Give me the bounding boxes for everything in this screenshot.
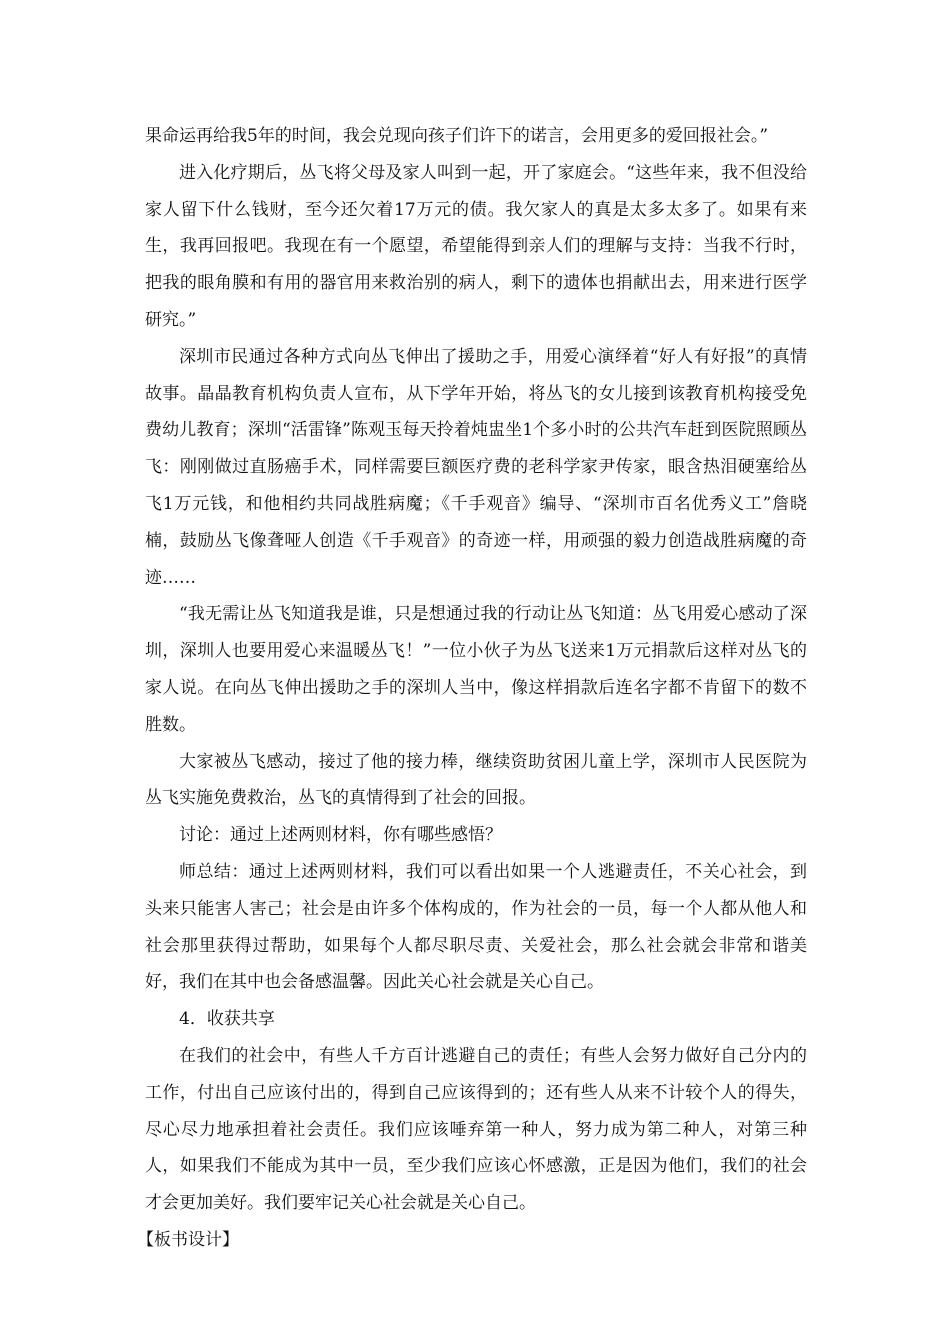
paragraph-discussion: 讨论：通过上述两则材料，你有哪些感悟？: [179, 825, 502, 846]
paragraph-anonymous-donor: “我无需让丛飞知道我是谁，只是想通过我的行动让丛飞知道：丛飞用爱心感动了深圳，深圳人也要用爱心来温暖丛飞！”一位小伙子为丛飞送来1万元捐款后这样对丛飞的家人说。在向丛飞伸出援助之手的深圳人当中，像这样捐款后连名字都不肯留下的数不胜数。: [145, 604, 807, 735]
paragraph-shenzhen-support: 深圳市民通过各种方式向丛飞伸出了援助之手，用爱心演绎着“好人有好报”的真情故事。晶晶教育机构负责人宣布，从下学年开始，将丛飞的女儿接到该教育机构接受免费幼儿教育；深圳“活雷锋”陈观玉每天拎着炖盅坐1个多小时的公共汽车赶到医院照顾丛飞：刚刚做过直肠癌手术，同样需要巨额医疗费的老科学家尹传家，眼含热泪硬塞给丛飞1万元钱，和他相约共同战胜病魔；《千手观音》编导、“深圳市百名优秀义工”詹晓楠，鼓励丛飞像聋哑人创造《千手观音》的奇迹一样，用顽强的毅力创造战胜病魔的奇迹……: [145, 346, 807, 588]
paragraph-closing: 在我们的社会中，有些人千方百计逃避自己的责任；有些人会努力做好自己分内的工作，付出自己应该付出的，得到自己应该得到的；还有些人从来不计较个人的得失，尽心尽力地承担着社会责任。我们应该唾弃第一种人，努力成为第二种人，对第三种人，如果我们不能成为其中一员，至少我们应该心怀感激，正是因为他们，我们的社会才会更加美好。我们要牢记关心社会就是关心自己。: [145, 1045, 807, 1214]
section-heading-harvest: 4．收获共享: [179, 1009, 275, 1030]
document-body: [137, 118, 807, 1259]
paragraph-continuation: 果命运再给我5年的时间，我会兑现向孩子们许下的诺言，会用更多的爱回报社会。”: [145, 126, 769, 146]
board-design-label: 【板书设计】: [137, 1229, 239, 1250]
paragraph-teacher-summary: 师总结：通过上述两则材料，我们可以看出如果一个人逃避责任，不关心社会，到头来只能害人害己；社会是由许多个体构成的，作为社会的一员，每一个人都从他人和社会那里获得过帮助，如果每个人都尽职尽责、关爱社会，那么社会就会非常和谐美好，我们在其中也会备感温馨。因此关心社会就是关心自己。: [145, 861, 807, 993]
paragraph-relay: 大家被丛飞感动，接过了他的接力棒，继续资助贫困儿童上学，深圳市人民医院为丛飞实施免费救治，丛飞的真情得到了社会的回报。: [145, 751, 807, 809]
paragraph-family-meeting: 进入化疗期后，丛飞将父母及家人叫到一起，开了家庭会。“这些年来，我不但没给家人留下什么钱财，至今还欠着17万元的债。我欠家人的真是太多太多了。如果有来生，我再回报吧。我现在有一个愿望，希望能得到亲人们的理解与支持：当我不行时，把我的眼角膜和有用的器官用来救治别的病人，剩下的遗体也捐献出去，用来进行医学研究。”: [145, 162, 807, 330]
